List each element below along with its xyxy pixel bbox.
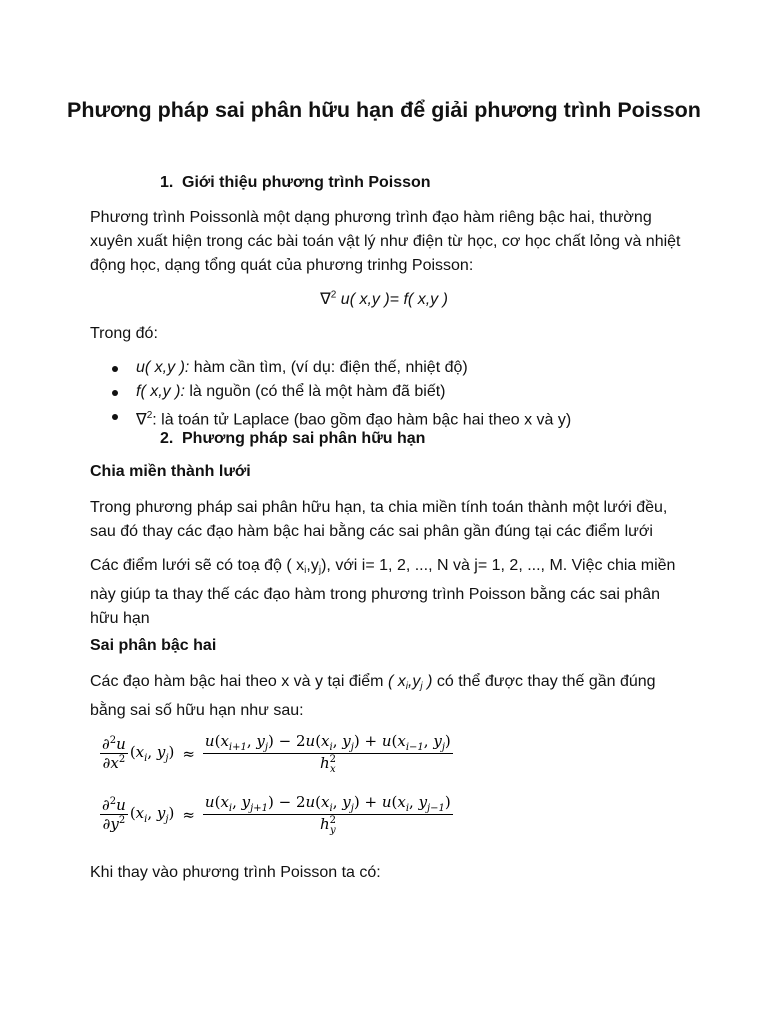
document-title: Phương pháp sai phân hữu hạn để giải phương trình Poisson — [67, 98, 701, 122]
subscript: j — [420, 681, 423, 692]
list-item — [112, 356, 571, 380]
power: 2 — [330, 289, 337, 301]
definition: là nguồn (có thể là một hàm đã biết) — [184, 383, 446, 400]
section-title: Giới thiệu phương trình Poisson — [182, 174, 431, 191]
definition-list — [112, 356, 571, 432]
subscript: i — [304, 565, 307, 576]
poisson-equation — [0, 289, 768, 309]
second-order-paragraph — [90, 670, 690, 723]
bullet-icon — [112, 366, 118, 372]
text-segment: ), với i= 1, 2, ..., N và j= 1, 2, ..., M. Việc chia miền này giúp ta thay thế các đạo hàm trong phương trình Poisson bằng các sai phân hữu hạn — [90, 557, 676, 627]
definition: : là toán tử Laplace (bao gồm đạo hàm bậc hai theo x và y) — [152, 411, 572, 429]
subheading-second-order: Sai phân bậc hai — [90, 637, 217, 654]
bullet-icon — [112, 414, 118, 420]
text-segment: có thể được thay thế gần đúng bằng sai số hữu hạn như sau: — [90, 673, 656, 719]
formula-second-derivative-y: $\frac{\partial^2u}{\partial y^2}$ ($x_i$, $y_j$) ≈ $\frac{u(x_i, y_{j+1}) - 2u(x_i, y_j) + u(x_i, y_{j-1})}{h^2_y}$ — [102, 793, 451, 836]
intro-paragraph: Phương trình Poissonlà một dạng phương trình đạo hàm riêng bậc hai, thường xuyên xuất hiện trong các bài toán vật lý như điện từ học, cơ học chất lỏng và nhiệt động học, dạng tổng quát của phương trinhg Poisson: — [90, 209, 681, 274]
bullet-icon — [112, 390, 118, 396]
text-segment: ( x — [387, 673, 406, 690]
section-number: 1. — [160, 174, 174, 191]
term: f( x,y ): — [136, 383, 185, 400]
grid-paragraph: Trong phương pháp sai phân hữu hạn, ta chia miền tính toán thành một lưới đều, sau đó thay các đạo hàm bậc hai bằng các sai phân gần đúng tại các điểm lưới — [90, 499, 668, 540]
text-segment: ,y — [306, 557, 319, 574]
rhs-fraction: $\frac{u(x_{i+1}, y_j) - 2u(x_i, y_j) + u(x_{i-1}, y_j)}{h^2_x}$ — [204, 732, 451, 775]
where-label: Trong đó: — [90, 325, 158, 342]
text-segment: Các đạo hàm bậc hai theo x và y tại điểm — [90, 673, 388, 690]
term: u( x,y ): — [136, 359, 190, 376]
section-number: 2. — [160, 430, 174, 447]
lhs-fraction: $\frac{\partial^2u}{\partial x^2}$ — [102, 735, 126, 772]
equation-body: u( x,y )= f( x,y ) — [336, 291, 448, 308]
nabla-symbol: ∇ — [320, 291, 331, 308]
definition: hàm cần tìm, (ví dụ: điện thế, nhiệt độ) — [189, 359, 468, 376]
text-segment: ) — [422, 673, 433, 690]
text-segment: Các điểm lưới sẽ có toạ độ ( x — [90, 557, 305, 574]
rhs-fraction: $\frac{u(x_i, y_{j+1}) - 2u(x_i, y_j) + u(x_i, y_{j-1})}{h^2_y}$ — [204, 793, 451, 836]
closing-paragraph: Khi thay vào phương trình Poisson ta có: — [90, 864, 381, 881]
point-notation — [388, 673, 432, 690]
power: 2 — [146, 410, 153, 421]
formula-second-derivative-x: $\frac{\partial^2u}{\partial x^2}$ ($x_i$, $y_j$) ≈ $\frac{u(x_{i+1}, y_j) - 2u(x_i, y_j) + u(x_{i-1}, y_j)}{h^2_x}$ — [102, 732, 451, 775]
section-heading-1 — [160, 174, 431, 192]
list-item — [112, 404, 571, 432]
section-title: Phương pháp sai phân hữu hạn — [182, 430, 426, 447]
subheading-grid: Chia miền thành lưới — [90, 463, 251, 480]
lhs-fraction: $\frac{\partial^2u}{\partial y^2}$ — [102, 796, 126, 833]
grid-points-paragraph — [90, 554, 690, 631]
list-item — [112, 380, 571, 404]
term: ∇ — [136, 411, 147, 429]
text-segment: ,y — [407, 673, 421, 690]
subscript: i — [405, 681, 408, 692]
subscript: j — [318, 565, 322, 576]
section-heading-2 — [160, 430, 425, 448]
